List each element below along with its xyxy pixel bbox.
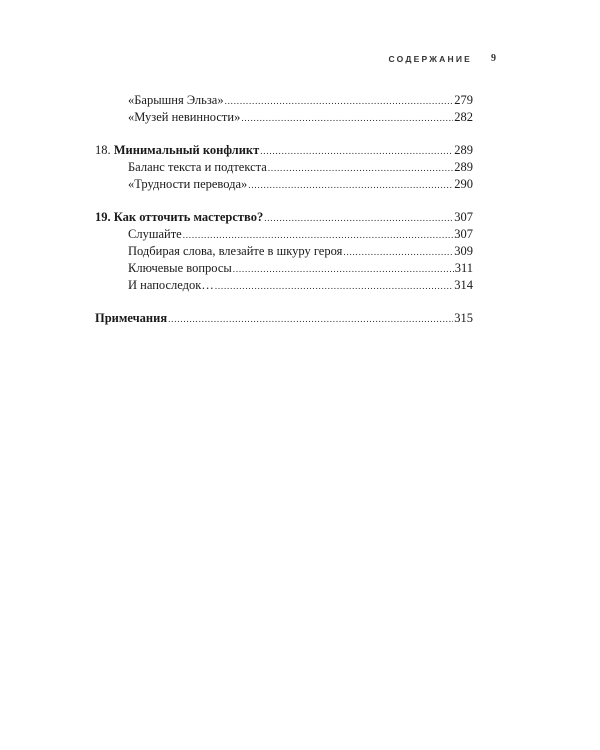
leader-dots xyxy=(225,93,454,110)
toc-entry-page: 279 xyxy=(454,93,473,107)
toc-chapter-title xyxy=(95,142,260,159)
toc-chapter-name: Как отточить мастерство? xyxy=(113,210,264,224)
toc-entry-title: Баланс текста и подтекста xyxy=(128,160,267,174)
toc-chapter-name: Минимальный конфликт xyxy=(113,143,260,157)
toc-entry xyxy=(95,109,473,126)
leader-dots xyxy=(260,143,453,160)
toc-chapter-title xyxy=(95,209,264,226)
toc-entry xyxy=(95,159,473,176)
toc-chapter xyxy=(95,142,473,159)
toc-entry-page: 289 xyxy=(454,160,473,174)
toc-entry xyxy=(95,243,473,260)
toc-entry-page: 290 xyxy=(454,177,473,191)
toc-entry xyxy=(95,260,473,277)
page-number: 9 xyxy=(491,53,496,64)
toc-chapter-page: 307 xyxy=(454,210,473,224)
toc-group xyxy=(95,310,473,327)
toc-group xyxy=(95,92,473,126)
toc-entry xyxy=(95,92,473,109)
toc-entry-title: «Трудности перевода» xyxy=(128,177,248,191)
leader-dots xyxy=(264,210,453,227)
running-head: СОДЕРЖАНИЕ xyxy=(388,54,472,64)
leader-dots xyxy=(233,261,454,278)
leader-dots xyxy=(241,110,453,127)
toc-entry xyxy=(95,277,473,294)
toc-entry-title: Ключевые вопросы xyxy=(128,261,232,275)
toc-chapter-number: 18. xyxy=(95,143,111,157)
leader-dots xyxy=(248,177,453,194)
toc-entry-title: И напоследок… xyxy=(128,278,214,292)
toc-entry xyxy=(95,176,473,193)
toc-entry-page: 309 xyxy=(454,244,473,258)
toc-chapter-page: 315 xyxy=(454,311,473,325)
toc-entry-page: 307 xyxy=(454,227,473,241)
toc-entry-title: Подбирая слова, влезайте в шкуру героя xyxy=(128,244,343,258)
toc-entry-page: 311 xyxy=(454,261,473,275)
toc-chapter-page: 289 xyxy=(454,143,473,157)
leader-dots xyxy=(343,244,453,261)
leader-dots xyxy=(268,160,453,177)
toc-chapter-number: 19. xyxy=(95,210,111,224)
leader-dots xyxy=(183,227,454,244)
toc-group xyxy=(95,142,473,193)
toc-entry-page: 282 xyxy=(454,110,473,124)
table-of-contents xyxy=(95,92,473,343)
toc-chapter xyxy=(95,209,473,226)
toc-entry-page: 314 xyxy=(454,278,473,292)
toc-entry xyxy=(95,226,473,243)
toc-entry-title: «Музей невинности» xyxy=(128,110,241,124)
leader-dots xyxy=(215,278,453,295)
leader-dots xyxy=(168,311,453,328)
toc-chapter-title: Примечания xyxy=(95,311,168,325)
toc-group xyxy=(95,209,473,294)
toc-entry-title: Слушайте xyxy=(128,227,182,241)
toc-entry-title: «Барышня Эльза» xyxy=(128,93,224,107)
toc-chapter xyxy=(95,310,473,327)
